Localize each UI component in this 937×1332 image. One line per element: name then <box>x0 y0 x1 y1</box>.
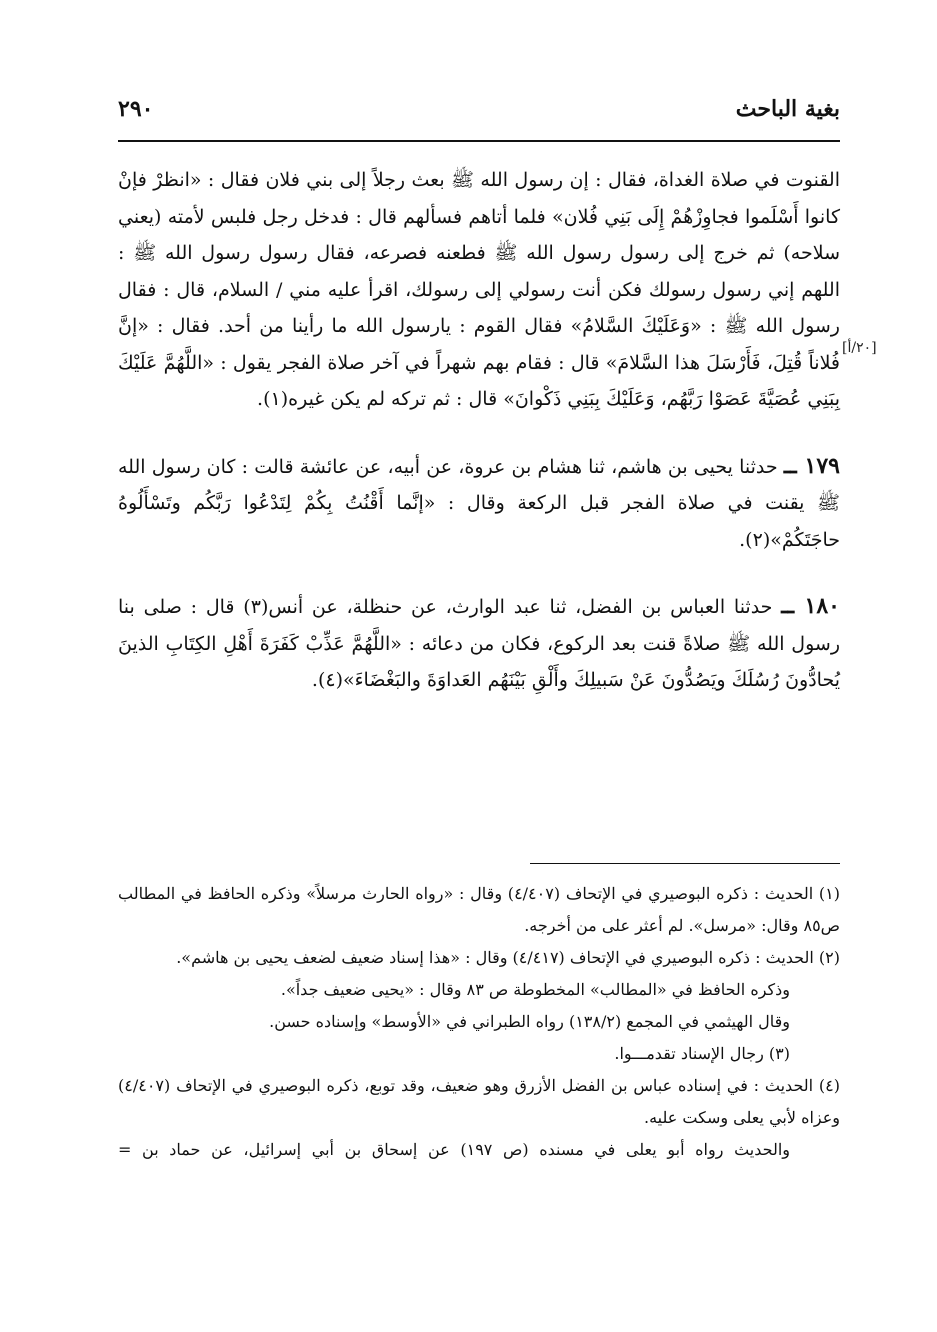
footnotes <box>118 878 840 1166</box>
hadith-number: ١٨٠ ــ <box>781 593 840 619</box>
footnote-3: (٣) رجال الإسناد تقدمـــوا. <box>614 1044 790 1063</box>
hadith-179 <box>118 448 840 559</box>
footnote-4-continued: والحديث رواه أبو يعلى في مسنده (ص ١٩٧) عن إسحاق بن أبي إسرائيل، عن حماد بن = <box>118 1140 791 1159</box>
hadith-text: حدثنا يحيى بن هاشم، ثنا هشام بن عروة، عن أبيه، عن عائشة قالت : كان رسول الله ﷺ يقنت في صلاة الفجر قبل الركعة وقال : «إنَّما أَقْنُتُ بِكُمْ لِتَدْعُوا رَبَّكُم وتَسْأَلُوهُ حاجَتَكُمْ»(٢). <box>118 455 840 551</box>
main-text <box>118 162 840 699</box>
footnote-2: (٢) الحديث : ذكره البوصيري في الإتحاف (٤/٤١٧) وقال : «هذا إسناد ضعيف لضعف يحيى بن هاشم». <box>176 948 840 967</box>
footnote-4: (٤) الحديث : في إسناده عباس بن الفضل الأزرق وهو ضعيف، وقد توبع، ذكره البوصيري في الإتحاف (٤/٤٠٧) وعزاه لأبي يعلى وسكت عليه. <box>118 1076 840 1127</box>
manuscript-folio-note: [٢٠/أ] <box>842 340 877 356</box>
book-title: بغية الباحث <box>735 96 840 122</box>
hadith-180 <box>118 588 840 699</box>
footnote-2-continued: وذكره الحافظ في «المطالب» المخطوطة ص ٨٣ وقال : «يحيى ضعيف جداً». <box>280 980 790 999</box>
footnote-rule <box>530 863 840 864</box>
footnote-2-continued: وقال الهيثمي في المجمع (١٣٨/٢) رواه الطبراني في «الأوسط» وإسناده حسن. <box>269 1012 790 1031</box>
hadith-number: ١٧٩ ــ <box>783 452 840 479</box>
page-number: ٢٩٠ <box>118 96 154 122</box>
hadith-text: حدثنا العباس بن الفضل، ثنا عبد الوارث، عن حنظلة، عن أنس(٣) قال : صلى بنا رسول الله ﷺ صلاةً قنت بعد الركوع، فكان من دعائه : «اللَّهُمَّ عَذِّبْ كَفَرَةَ أَهْلِ الكِتَابِ الذينَ يُحادُّونَ رُسُلَكَ ويَصُدُّونَ عَنْ سَبيلِكَ وأَلْقِ بَيْنَهُم العَداوَةَ والبَغْضَاءَ»(٤). <box>118 596 840 691</box>
footnote-1: (١) الحديث : ذكره البوصيري في الإتحاف (٤/٤٠٧) وقال : «رواه الحارث مرسلاً» وذكره الحافظ في المطالب ص٨٥ وقال: «مرسل». لم أعثر على من أخرجه. <box>118 884 841 935</box>
header-rule <box>118 140 840 142</box>
page-header <box>118 96 840 132</box>
paragraph-continuation: القنوت في صلاة الغداة، فقال : إن رسول الله ﷺ بعث رجلاً إلى بني فلان فقال : «انظرْ فإنْ كانوا أَسْلَموا فجاوِزْهُمْ إِلَى بَنِي فُلان» فلما أتاهم فسألهم قال : فدخل رجل فلبس لأمته (يعني سلاحه) ثم خرج إلى رسول رسول الله ﷺ فطعنه فصرعه، فقال رسول رسول الله ﷺ : اللهم إني رسول رسولك فكن أنت رسولي إلى رسولك، اقرأ عليه مني / السلام، قال : فقال رسول الله ﷺ : «وَعَلَيْكَ السَّلامُ» فقال القوم : يارسول الله ما رأينا من أحد. فقال : «إنَّ فُلاناً قُتِلَ، فَأَرْسَلَ هذا السَّلامَ» قال : فقام بهم شهراً في آخر صلاة الفجر يقول : «اللَّهُمَّ عَلَيْكَ بِبَنِي عُصَيَّةَ عَصَوْا رَبَّهُم، وَعَلَيْكَ بِبَنِي ذَكْوانَ» قال : ثم تركه لم يكن غيره(١). <box>118 169 840 410</box>
